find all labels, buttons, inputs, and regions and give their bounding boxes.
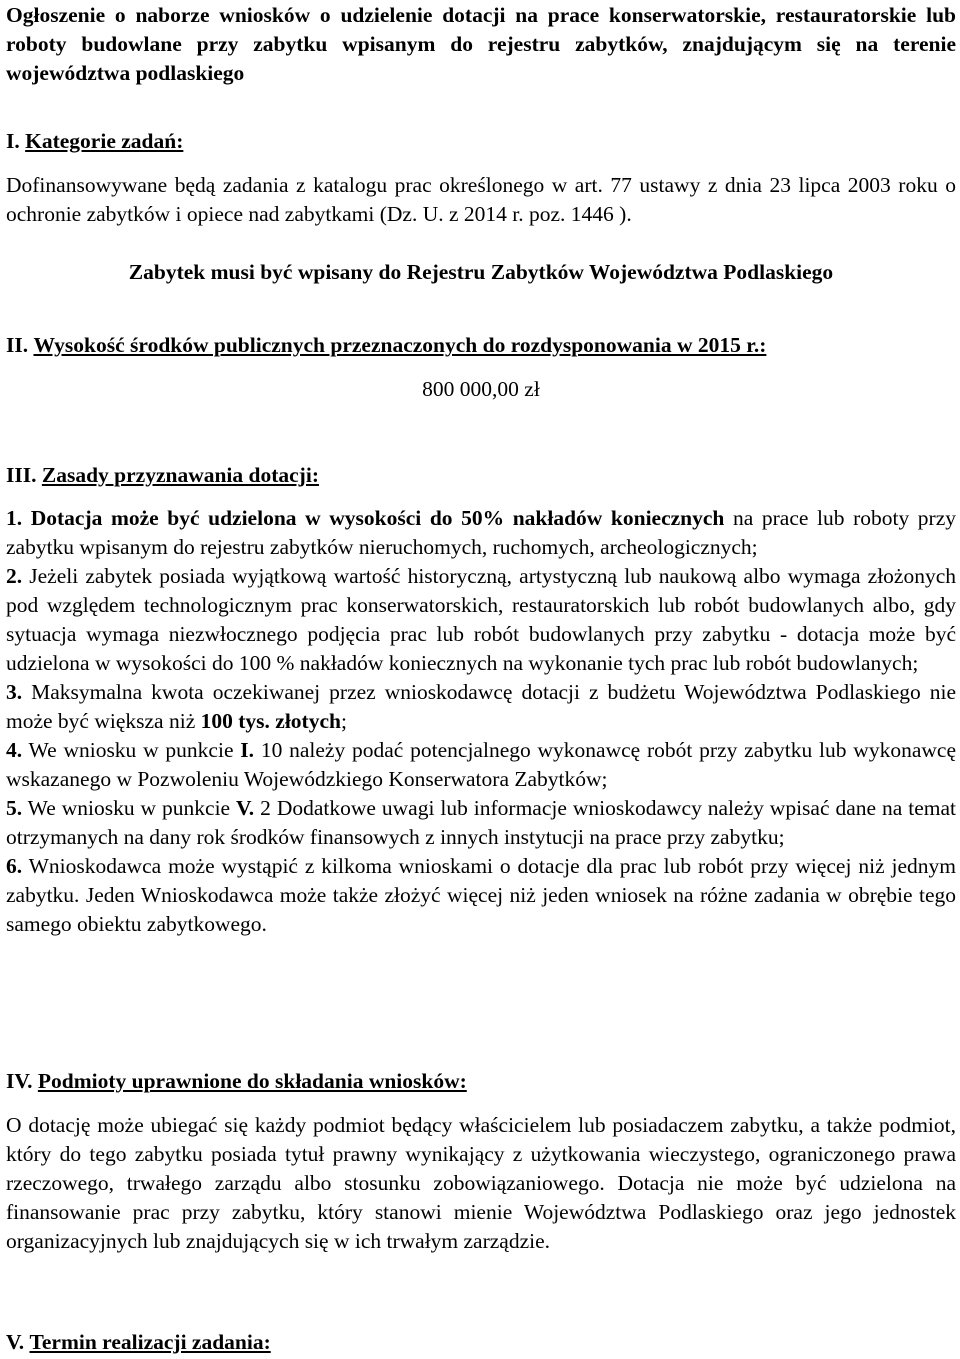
rule-number: 1. [6,506,23,530]
section-4-title: Podmioty uprawnione do składania wniosków: [37,1069,467,1093]
section-2-title: Wysokość środków publicznych przeznaczonych do rozdysponowania w 2015 r.: [33,333,767,357]
section-5-number: V. [6,1330,25,1354]
section-1-heading [6,127,956,156]
section-4-body: O dotację może ubiegać się każdy podmiot będący właścicielem lub posiadaczem zabytku, a także podmiot, który do tego zabytku posiada tytuł prawny wynikający z użytkowania wieczystego, ograniczonego prawa rzeczowego, trwałego zarządu albo stosunku zobowiązaniowego. Dotacja nie może być udzielona na finansowanie prac przy zabytku, który stanowi mienie Województwa Podlaskiego oraz jego jednostek organizacyjnych lub znajdujących się w ich trwałym zarządzie. [6,1113,956,1253]
section-3-heading [6,461,956,490]
section-5-heading [6,1328,956,1357]
rule-item [6,562,956,678]
section-5-title: Termin realizacji zadania: [29,1330,271,1354]
section-2-number: II. [6,333,29,357]
rule-text: na prace lub roboty przy zabytku wpisanym do rejestru zabytków nieruchomych, ruchomych, archeologicznych; [6,506,957,559]
section-1-body: Dofinansowywane będą zadania z katalogu prac określonego w art. 77 ustawy z dnia 23 lipca 2003 roku o ochronie zabytków i opiece nad zabytkami (Dz. U. z 2014 r. poz. 1446 ). [6,173,956,226]
section-3-number: III. [6,463,37,487]
rule-item [6,794,956,852]
rule-item [6,852,956,939]
rule-text: Jeżeli zabytek posiada wyjątkową wartość historyczną, artystyczną lub naukową albo wymaga złożonych pod względem technologicznym prac konserwatorskich, restauratorskich lub robót budowlanych albo, gdy sytuacja wymaga niezwłocznego podjęcia prac lub robót budowlanych przy zabytku - dotacja może być udzielona w wysokości do 100 % nakładów koniecznych na wykonanie tych prac lub robót budowlanych; [6,564,956,675]
announcement-title: Ogłoszenie o naborze wniosków o udzielenie dotacji na prace konserwatorskie, restauratorskie lub roboty budowlane przy zabytku wpisanym do rejestru zabytków, znajdującym się na terenie województwa podlaskiego [6,3,956,85]
rule-text: We wniosku w punkcie [22,796,237,820]
rule-number: 6. [6,854,23,878]
rule-text: 10 należy podać potencjalnego wykonawcę robót przy zabytku lub wykonawcę wskazanego w Pozwoleniu Wojewódzkiego Konserwatora Zabytków; [6,738,956,791]
rule-tail: ; [340,709,347,733]
section-1-title: Kategorie zadań: [25,129,184,153]
section-2-heading [6,331,956,360]
section-3-title: Zasady przyznawania dotacji: [41,463,319,487]
rules-list [6,504,956,939]
section-4-number: IV. [6,1069,33,1093]
rule-text: We wniosku w punkcie [22,738,241,762]
rule-number: 2. [6,564,23,588]
funds-amount: 800 000,00 zł [422,377,540,401]
register-requirement: Zabytek musi być wpisany do Rejestru Zabytków Województwa Podlaskiego [128,260,834,284]
rule-number: 3. [6,680,23,704]
section-4-heading [6,1067,956,1096]
rule-item [6,504,956,562]
section-1-number: I. [6,129,20,153]
rule-number: 4. [6,738,23,762]
rule-bold-text: Dotacja może być udzielona w wysokości do 50% nakładów koniecznych [30,506,725,530]
rule-reference: V. [236,796,255,820]
rule-reference: I. [240,738,255,762]
rule-text: 2 Dodatkowe uwagi lub informacje wnioskodawcy należy wpisać dane na temat otrzymanych na dany rok środków finansowych z innych instytucji na prace przy zabytku; [6,796,956,849]
rule-number: 5. [6,796,23,820]
rule-item [6,736,956,794]
rule-text: Maksymalna kwota oczekiwanej przez wnioskodawcę dotacji z budżetu Województwa Podlaskiego nie może być większa niż [6,680,956,733]
rule-bold-amount: 100 tys. złotych [200,709,341,733]
rule-item [6,678,956,736]
rule-text: Wnioskodawca może wystąpić z kilkoma wnioskami o dotacje dla prac lub robót przy więcej niż jednym zabytku. Jeden Wnioskodawca może także złożyć więcej niż jeden wniosek na różne zadania w obrębie tego samego obiektu zabytkowego. [6,854,956,936]
